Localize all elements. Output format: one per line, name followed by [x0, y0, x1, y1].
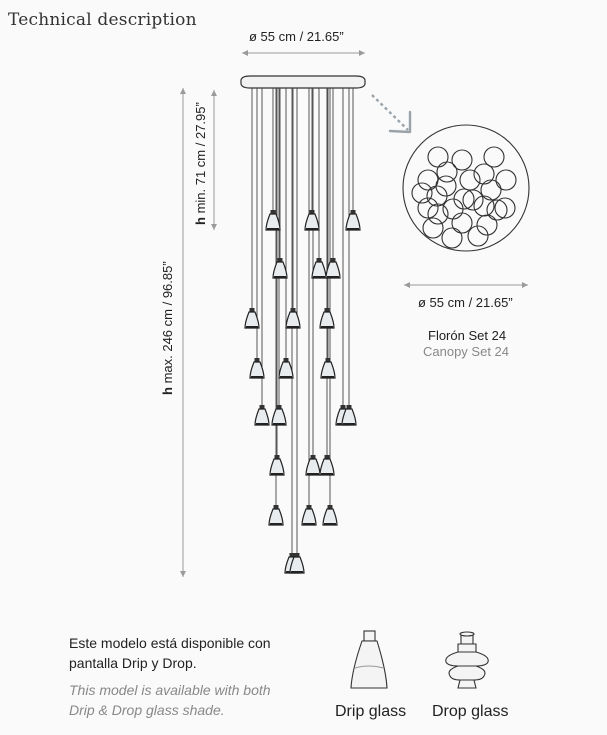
pendant-shade [270, 455, 284, 475]
canopy-hole [495, 198, 515, 218]
pendant-shade [255, 405, 269, 425]
pendant-shade [305, 210, 319, 230]
canopy-side [241, 76, 365, 88]
canopy-hole [418, 170, 438, 190]
canopy-hole [496, 170, 516, 190]
pendant-shade [269, 505, 283, 525]
canopy-width-dimension [404, 282, 528, 288]
pendant-shade [320, 455, 334, 475]
canopy-width-label: ø 55 cm / 21.65” [418, 295, 513, 310]
availability-note-es: Este modelo está disponible con pantalla Drip y Drop. [69, 635, 271, 671]
availability-note-en: This model is available with both Drip & Drop glass shade. [69, 682, 271, 718]
detail-arrow [372, 95, 410, 132]
canopy-hole [452, 213, 472, 233]
canopy-hole [460, 170, 480, 190]
canopy-hole [428, 147, 448, 167]
pendant-shade [323, 505, 337, 525]
pendant-shade [312, 258, 326, 278]
page-title: Technical description [8, 10, 197, 30]
h-max-prefix: h [160, 387, 175, 395]
drip-glass-icon [351, 631, 387, 688]
pendant-shade [306, 455, 320, 475]
h-max-value: max. 246 cm / 96.85” [160, 261, 175, 388]
h-min-value: min. 71 cm / 27.95” [193, 102, 208, 218]
top-width-label: ø 55 cm / 21.65” [249, 29, 344, 44]
pendant-shade [320, 308, 334, 328]
canopy-bottom-view [403, 125, 529, 251]
canopy-hole [487, 200, 507, 220]
h-max-label [160, 261, 175, 395]
drop-glass-icon [446, 632, 489, 688]
canopy-hole [442, 228, 462, 248]
pendant-shade [302, 505, 316, 525]
h-max-dimension [180, 88, 186, 577]
h-min-label [193, 102, 208, 225]
canopy-hole [443, 199, 463, 219]
pendant-cables [252, 88, 353, 553]
canopy-hole [423, 218, 443, 238]
pendant-shade [286, 308, 300, 328]
canopy-hole [474, 164, 494, 184]
pendant-shade [272, 405, 286, 425]
canopy-label-es: Florón Set 24 [428, 328, 507, 343]
canopy-hole [463, 190, 483, 210]
pendant-shade [266, 210, 280, 230]
drop-glass-label: Drop glass [432, 703, 509, 720]
canopy-hole [452, 150, 472, 170]
canopy-hole [474, 196, 494, 216]
drip-glass-label: Drip glass [335, 703, 407, 720]
h-min-prefix: h [193, 217, 208, 225]
canopy-hole [481, 180, 501, 200]
pendant-shade [273, 258, 287, 278]
h-min-dimension [211, 90, 217, 230]
top-width-dimension [242, 50, 365, 56]
canopy-hole [454, 189, 474, 209]
pendant-shade [321, 358, 335, 378]
pendant-shade [346, 210, 360, 230]
canopy-label-en: Canopy Set 24 [423, 344, 510, 359]
canopy-hole [437, 162, 457, 182]
pendant-shade [279, 358, 293, 378]
